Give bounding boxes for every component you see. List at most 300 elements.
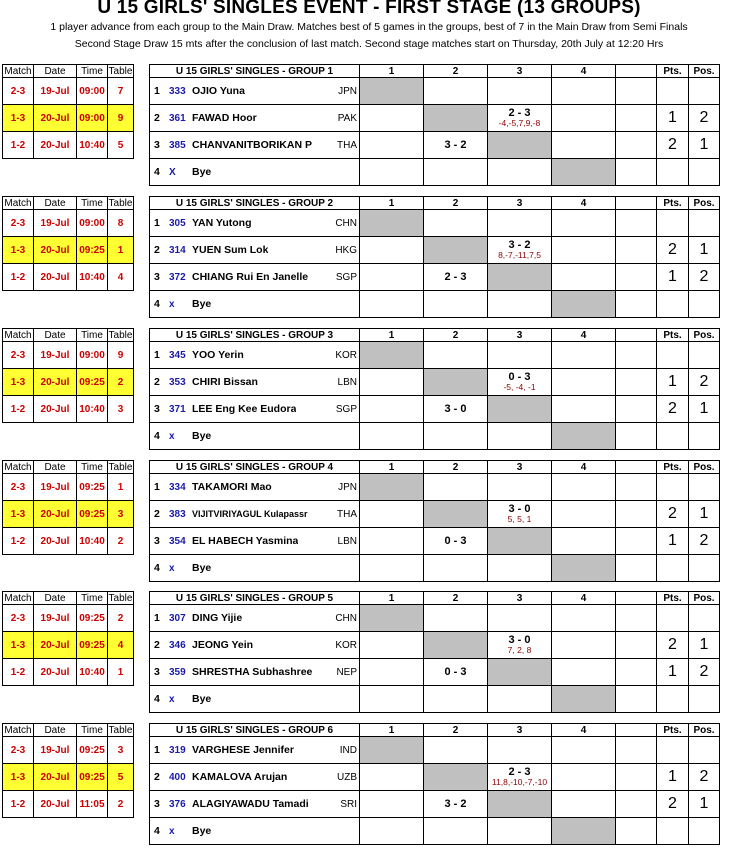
schedule-date: 20-Jul xyxy=(33,368,77,396)
player-id: x xyxy=(169,562,175,574)
schedule-table: 1 xyxy=(107,658,134,686)
player-position xyxy=(688,736,720,764)
schedule-date: 19-Jul xyxy=(33,341,77,369)
player-name: ALAGIYAWADU Tamadi xyxy=(192,798,309,810)
schedule-date: 20-Jul xyxy=(33,131,77,159)
schedule-table: 3 xyxy=(107,736,134,764)
schedule-table: 1 xyxy=(107,236,134,264)
player-name: Bye xyxy=(192,825,212,837)
player-seed: 1 xyxy=(154,481,160,493)
player-position xyxy=(688,341,720,369)
result-cell xyxy=(551,263,616,291)
result-cell xyxy=(487,763,552,791)
result-cell xyxy=(487,658,552,686)
header-col-1: 1 xyxy=(359,460,424,474)
player-row-4 xyxy=(149,685,360,713)
player-points: 2 xyxy=(656,236,689,264)
player-name: VARGHESE Jennifer xyxy=(192,744,294,756)
result-cell xyxy=(551,290,616,318)
schedule-time: 10:40 xyxy=(76,131,108,159)
schedule-table: 8 xyxy=(107,209,134,237)
result-cell xyxy=(359,527,424,555)
result-cell xyxy=(423,77,488,105)
player-country: KOR xyxy=(334,632,357,658)
player-seed: 1 xyxy=(154,612,160,624)
schedule-time: 10:40 xyxy=(76,395,108,423)
player-seed: 4 xyxy=(154,298,160,310)
player-points: 1 xyxy=(656,527,689,555)
result-cell xyxy=(359,685,424,713)
player-row-4 xyxy=(149,158,360,186)
match-score: 3 - 0 xyxy=(444,402,467,415)
result-cell xyxy=(423,473,488,501)
player-id: 305 xyxy=(169,217,186,229)
group-4-table xyxy=(2,460,720,583)
player-id: 371 xyxy=(169,403,186,415)
header-spacer xyxy=(615,196,657,210)
game-scores: 8,-7,-11,7,5 xyxy=(498,250,541,260)
header-col-4: 4 xyxy=(551,723,616,737)
header-col-4: 4 xyxy=(551,196,616,210)
player-position: 2 xyxy=(688,104,720,132)
schedule-match: 2-3 xyxy=(2,341,34,369)
result-cell xyxy=(551,685,616,713)
schedule-date: 19-Jul xyxy=(33,736,77,764)
header-col-2: 2 xyxy=(423,723,488,737)
spacer-cell xyxy=(615,263,657,291)
result-cell xyxy=(359,631,424,659)
schedule-date: 20-Jul xyxy=(33,658,77,686)
schedule-table: 9 xyxy=(107,104,134,132)
spacer-cell xyxy=(615,736,657,764)
result-cell xyxy=(551,527,616,555)
player-row-4 xyxy=(149,817,360,845)
result-cell xyxy=(487,604,552,632)
result-cell xyxy=(487,631,552,659)
player-row-2 xyxy=(149,368,360,396)
header-col-3: 3 xyxy=(487,591,552,605)
player-seed: 3 xyxy=(154,535,160,547)
header-spacer xyxy=(615,64,657,78)
header-match: Match xyxy=(2,460,34,474)
schedule-time: 10:40 xyxy=(76,658,108,686)
player-id: 307 xyxy=(169,612,186,624)
header-match: Match xyxy=(2,591,34,605)
result-cell xyxy=(423,604,488,632)
header-spacer xyxy=(615,591,657,605)
player-position xyxy=(688,209,720,237)
player-row-2 xyxy=(149,500,360,528)
schedule-match: 1-2 xyxy=(2,658,34,686)
match-score: 3 - 0 xyxy=(508,634,531,646)
player-id: 353 xyxy=(169,376,186,388)
schedule-date: 19-Jul xyxy=(33,604,77,632)
schedule-time: 09:25 xyxy=(76,763,108,791)
player-seed: 2 xyxy=(154,639,160,651)
player-position: 2 xyxy=(688,658,720,686)
result-cell xyxy=(551,473,616,501)
header-table: Table xyxy=(108,197,133,209)
player-points: 2 xyxy=(656,500,689,528)
spacer-cell xyxy=(615,604,657,632)
player-points xyxy=(656,685,689,713)
result-cell xyxy=(423,422,488,450)
player-points: 1 xyxy=(656,263,689,291)
match-score: 0 - 3 xyxy=(444,665,467,678)
result-cell xyxy=(423,500,488,528)
header-spacer xyxy=(615,723,657,737)
header-points: Pts. xyxy=(656,196,689,210)
match-score: 3 - 2 xyxy=(444,797,467,810)
header-date: Date xyxy=(33,591,77,605)
result-cell xyxy=(359,290,424,318)
result-cell xyxy=(359,158,424,186)
spacer-cell xyxy=(615,290,657,318)
player-id: 334 xyxy=(169,481,186,493)
header-time: Time xyxy=(76,591,108,605)
result-cell xyxy=(551,77,616,105)
result-cell xyxy=(359,736,424,764)
player-id: 383 xyxy=(169,508,186,520)
player-points: 2 xyxy=(656,395,689,423)
spacer-cell xyxy=(615,473,657,501)
match-score: 2 - 3 xyxy=(508,107,531,119)
header-time: Time xyxy=(76,328,108,342)
player-id: 354 xyxy=(169,535,186,547)
result-cell xyxy=(487,368,552,396)
player-position xyxy=(688,473,720,501)
schedule-match: 1-3 xyxy=(2,236,34,264)
player-seed: 3 xyxy=(154,666,160,678)
player-country: NEP xyxy=(335,659,357,685)
player-seed: 2 xyxy=(154,508,160,520)
player-name: EL HABECH Yasmina xyxy=(192,535,299,547)
header-position: Pos. xyxy=(688,591,720,605)
player-name: YAN Yutong xyxy=(192,217,252,229)
result-cell xyxy=(423,104,488,132)
schedule-match: 1-3 xyxy=(2,763,34,791)
player-name: LEE Eng Kee Eudora xyxy=(192,403,297,415)
header-col-2: 2 xyxy=(423,328,488,342)
page-title: U 15 GIRLS' SINGLES EVENT - FIRST STAGE (13 GROUPS) xyxy=(97,0,641,18)
player-points: 1 xyxy=(656,104,689,132)
schedule-table: 5 xyxy=(107,763,134,791)
player-points xyxy=(656,604,689,632)
game-scores: 7, 2, 8 xyxy=(507,645,532,655)
result-cell xyxy=(423,790,488,818)
group-2-table xyxy=(2,196,720,319)
player-seed: 1 xyxy=(154,744,160,756)
result-cell xyxy=(423,395,488,423)
player-row-4 xyxy=(149,290,360,318)
schedule-table: 7 xyxy=(107,77,134,105)
result-cell xyxy=(423,341,488,369)
result-cell xyxy=(551,341,616,369)
schedule-table: 3 xyxy=(107,500,134,528)
player-points xyxy=(656,290,689,318)
player-points: 1 xyxy=(656,658,689,686)
group-name: U 15 GIRLS' SINGLES - GROUP 5 xyxy=(149,591,360,605)
result-cell xyxy=(551,131,616,159)
player-country: UZB xyxy=(336,764,357,790)
schedule-match: 1-3 xyxy=(2,368,34,396)
result-cell xyxy=(423,158,488,186)
player-seed: 4 xyxy=(154,825,160,837)
result-cell xyxy=(551,236,616,264)
header-col-4: 4 xyxy=(551,328,616,342)
schedule-date: 20-Jul xyxy=(33,527,77,555)
subtitle-advance-rules: 1 player advance from each group to the Main Draw. Matches best of 5 games in the groups, best of 7 in the Main Draw from Semi Finals xyxy=(50,21,688,33)
schedule-table: 5 xyxy=(107,131,134,159)
header-date: Date xyxy=(33,64,77,78)
schedule-date: 20-Jul xyxy=(33,763,77,791)
player-points: 1 xyxy=(656,368,689,396)
spacer-cell xyxy=(615,500,657,528)
header-col-3: 3 xyxy=(487,64,552,78)
player-seed: 4 xyxy=(154,693,160,705)
player-name: Bye xyxy=(192,298,212,310)
result-cell xyxy=(359,395,424,423)
schedule-time: 09:25 xyxy=(76,236,108,264)
player-name: Bye xyxy=(192,693,212,705)
player-row-4 xyxy=(149,554,360,582)
header-col-2: 2 xyxy=(423,591,488,605)
player-position: 1 xyxy=(688,500,720,528)
header-date: Date xyxy=(33,328,77,342)
match-score: 3 - 2 xyxy=(444,138,467,151)
result-cell xyxy=(359,77,424,105)
result-cell xyxy=(551,158,616,186)
result-cell xyxy=(423,817,488,845)
result-cell xyxy=(487,790,552,818)
player-position xyxy=(688,685,720,713)
player-name: FAWAD Hoor xyxy=(192,112,257,124)
result-cell xyxy=(551,500,616,528)
header-time: Time xyxy=(76,723,108,737)
player-seed: 1 xyxy=(154,217,160,229)
schedule-date: 19-Jul xyxy=(33,209,77,237)
result-cell xyxy=(487,236,552,264)
result-cell xyxy=(551,604,616,632)
result-cell xyxy=(551,422,616,450)
player-seed: 3 xyxy=(154,403,160,415)
result-cell xyxy=(359,763,424,791)
result-cell xyxy=(487,500,552,528)
player-id: 345 xyxy=(169,349,186,361)
schedule-date: 20-Jul xyxy=(33,395,77,423)
player-name: CHIANG Rui En Janelle xyxy=(192,271,309,283)
player-name: Bye xyxy=(192,430,212,442)
player-country: LBN xyxy=(337,528,357,554)
schedule-time: 09:25 xyxy=(76,631,108,659)
result-cell xyxy=(359,263,424,291)
header-col-2: 2 xyxy=(423,64,488,78)
player-name: YOO Yerin xyxy=(192,349,244,361)
result-cell xyxy=(487,209,552,237)
player-points xyxy=(656,554,689,582)
schedule-match: 1-3 xyxy=(2,104,34,132)
group-name: U 15 GIRLS' SINGLES - GROUP 3 xyxy=(149,328,360,342)
match-score: 0 - 3 xyxy=(508,371,531,383)
player-row-3 xyxy=(149,527,360,555)
player-points xyxy=(656,817,689,845)
result-cell xyxy=(487,131,552,159)
player-country: SRI xyxy=(339,791,357,817)
player-row-2 xyxy=(149,763,360,791)
player-position: 2 xyxy=(688,527,720,555)
header-col-3: 3 xyxy=(487,460,552,474)
header-date: Date xyxy=(33,196,77,210)
group-name: U 15 GIRLS' SINGLES - GROUP 2 xyxy=(149,196,360,210)
player-country: LBN xyxy=(337,369,357,395)
header-date: Date xyxy=(33,460,77,474)
result-cell xyxy=(487,736,552,764)
header-col-1: 1 xyxy=(359,328,424,342)
player-row-1 xyxy=(149,604,360,632)
header-match: Match xyxy=(2,328,34,342)
spacer-cell xyxy=(615,131,657,159)
spacer-cell xyxy=(615,341,657,369)
result-cell xyxy=(359,554,424,582)
result-cell xyxy=(487,290,552,318)
schedule-time: 09:25 xyxy=(76,604,108,632)
schedule-table: 4 xyxy=(107,263,134,291)
schedule-date: 20-Jul xyxy=(33,104,77,132)
schedule-date: 20-Jul xyxy=(33,500,77,528)
result-cell xyxy=(423,763,488,791)
game-scores: 5, 5, 1 xyxy=(507,514,532,524)
result-cell xyxy=(487,422,552,450)
match-score: 2 - 3 xyxy=(508,766,531,778)
player-row-2 xyxy=(149,631,360,659)
schedule-time: 10:40 xyxy=(76,263,108,291)
spacer-cell xyxy=(615,658,657,686)
spacer-cell xyxy=(615,763,657,791)
result-cell xyxy=(423,290,488,318)
header-table: Table xyxy=(108,724,133,736)
player-row-1 xyxy=(149,209,360,237)
schedule-date: 20-Jul xyxy=(33,631,77,659)
schedule-table: 1 xyxy=(107,473,134,501)
player-name: JEONG Yein xyxy=(192,639,254,651)
header-col-2: 2 xyxy=(423,460,488,474)
result-cell xyxy=(423,736,488,764)
player-id: x xyxy=(169,298,175,310)
result-cell xyxy=(551,631,616,659)
result-cell xyxy=(551,554,616,582)
match-score: 0 - 3 xyxy=(444,534,467,547)
header-spacer xyxy=(615,460,657,474)
result-cell xyxy=(551,209,616,237)
schedule-table: 2 xyxy=(107,368,134,396)
player-country: THA xyxy=(336,501,357,527)
result-cell xyxy=(551,658,616,686)
header-position: Pos. xyxy=(688,723,720,737)
header-match: Match xyxy=(2,64,34,78)
header-points: Pts. xyxy=(656,591,689,605)
player-name: KAMALOVA Arujan xyxy=(192,771,288,783)
player-seed: 2 xyxy=(154,376,160,388)
player-country: IND xyxy=(339,737,357,763)
player-position: 2 xyxy=(688,368,720,396)
player-country: CHN xyxy=(334,605,357,631)
result-cell xyxy=(359,131,424,159)
schedule-match: 1-3 xyxy=(2,631,34,659)
group-5-table xyxy=(2,591,720,714)
player-position xyxy=(688,817,720,845)
header-col-1: 1 xyxy=(359,196,424,210)
result-cell xyxy=(487,104,552,132)
player-position: 1 xyxy=(688,395,720,423)
spacer-cell xyxy=(615,685,657,713)
header-col-1: 1 xyxy=(359,591,424,605)
spacer-cell xyxy=(615,790,657,818)
schedule-time: 09:00 xyxy=(76,209,108,237)
header-points: Pts. xyxy=(656,723,689,737)
player-country: SGP xyxy=(335,396,357,422)
header-col-3: 3 xyxy=(487,196,552,210)
header-col-1: 1 xyxy=(359,723,424,737)
result-cell xyxy=(487,77,552,105)
schedule-time: 10:40 xyxy=(76,527,108,555)
player-name: Bye xyxy=(192,166,212,178)
schedule-time: 09:25 xyxy=(76,368,108,396)
player-position xyxy=(688,604,720,632)
schedule-time: 09:00 xyxy=(76,341,108,369)
result-cell xyxy=(487,473,552,501)
schedule-time: 09:00 xyxy=(76,77,108,105)
player-name: YUEN Sum Lok xyxy=(192,244,269,256)
schedule-match: 1-2 xyxy=(2,790,34,818)
player-row-2 xyxy=(149,104,360,132)
schedule-date: 20-Jul xyxy=(33,263,77,291)
player-seed: 2 xyxy=(154,112,160,124)
player-row-2 xyxy=(149,236,360,264)
subtitle-second-stage: Second Stage Draw 15 mts after the conclusion of last match. Second stage matches start on Thursday, 20th July at 12:20 Hrs xyxy=(74,38,664,50)
player-position: 1 xyxy=(688,131,720,159)
player-position xyxy=(688,77,720,105)
schedule-match: 1-3 xyxy=(2,500,34,528)
result-cell xyxy=(487,554,552,582)
spacer-cell xyxy=(615,368,657,396)
result-cell xyxy=(359,422,424,450)
result-cell xyxy=(487,527,552,555)
result-cell xyxy=(487,817,552,845)
result-cell xyxy=(359,104,424,132)
player-row-3 xyxy=(149,131,360,159)
schedule-time: 09:25 xyxy=(76,500,108,528)
player-position xyxy=(688,422,720,450)
header-time: Time xyxy=(76,196,108,210)
spacer-cell xyxy=(615,527,657,555)
player-row-3 xyxy=(149,395,360,423)
player-points xyxy=(656,158,689,186)
game-scores: 11,8,-10,-7,-10 xyxy=(491,777,548,787)
player-position: 1 xyxy=(688,790,720,818)
player-position: 2 xyxy=(688,263,720,291)
player-points: 1 xyxy=(656,763,689,791)
schedule-date: 19-Jul xyxy=(33,77,77,105)
match-score: 2 - 3 xyxy=(444,270,467,283)
schedule-table: 2 xyxy=(107,527,134,555)
player-points xyxy=(656,77,689,105)
player-name: SHRESTHA Subhashree xyxy=(192,666,313,678)
player-id: 361 xyxy=(169,112,186,124)
schedule-match: 2-3 xyxy=(2,473,34,501)
schedule-date: 20-Jul xyxy=(33,236,77,264)
player-id: X xyxy=(169,166,176,178)
schedule-match: 1-2 xyxy=(2,263,34,291)
